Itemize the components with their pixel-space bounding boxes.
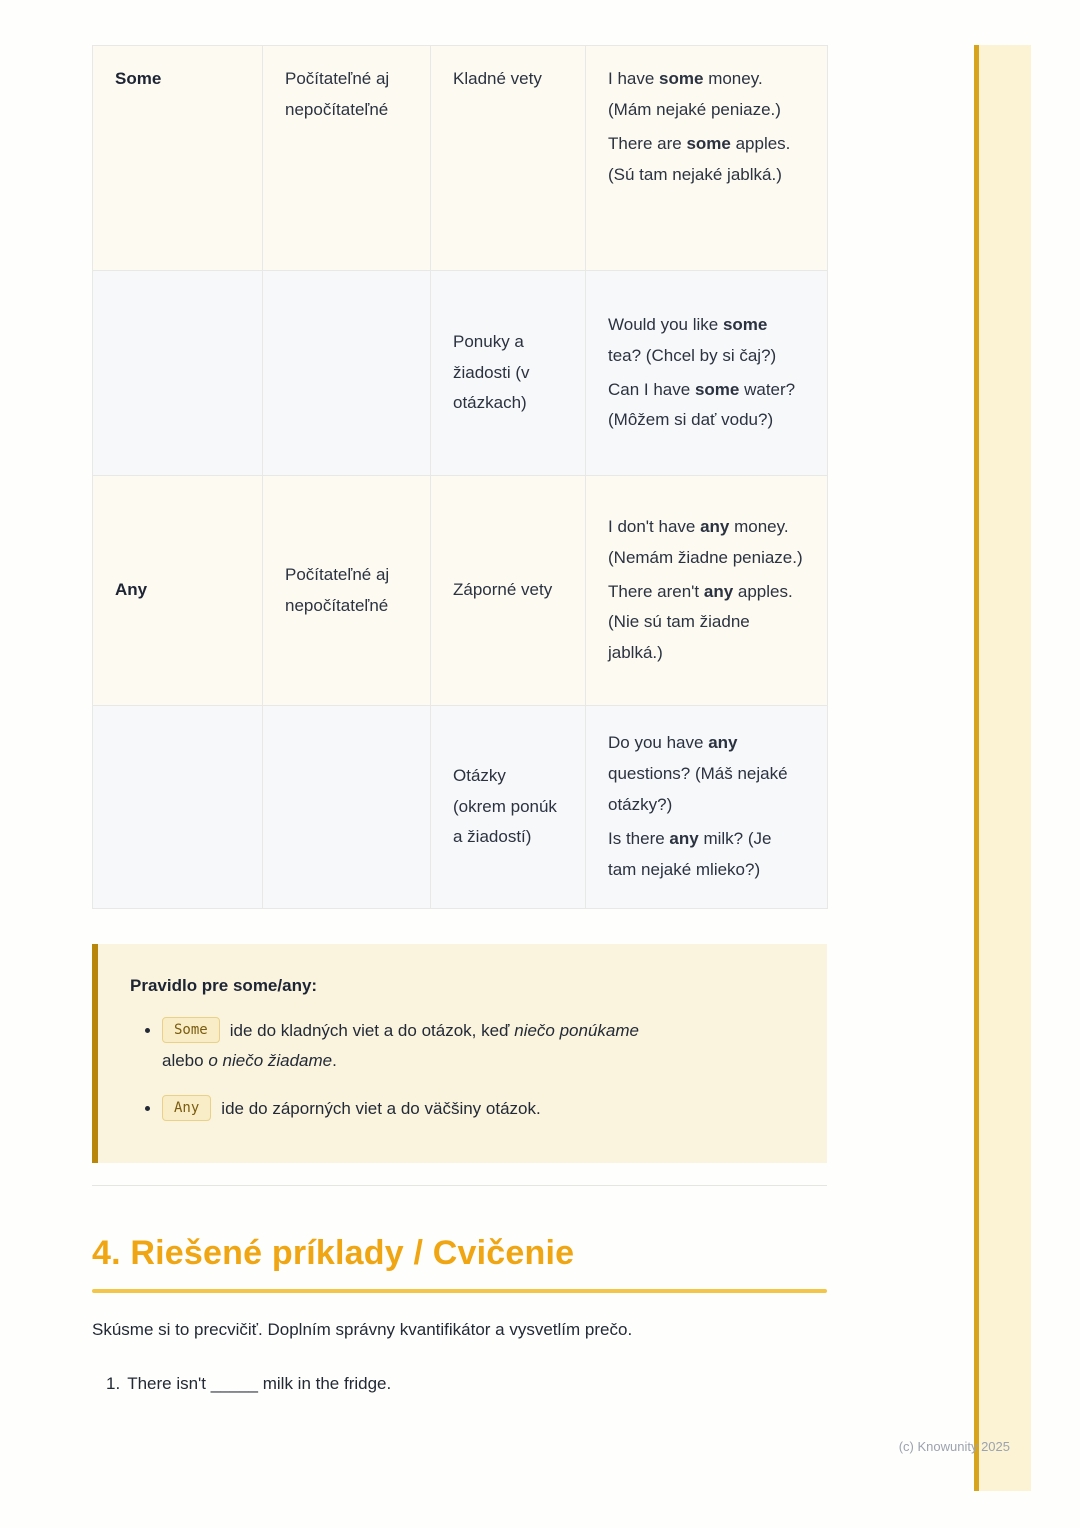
example-sentence: Do you have any questions? (Máš nejaké otázky?) — [608, 733, 788, 815]
examples-cell — [586, 271, 828, 476]
exercise-text: There isn't _____ milk in the fridge. — [127, 1374, 392, 1393]
some-code-badge: Some — [162, 1017, 220, 1043]
countability-cell — [263, 706, 431, 909]
usage-cell: Záporné vety — [431, 476, 586, 706]
example-sentence: I have some money. (Mám nejaké peniaze.) — [608, 69, 781, 119]
table-row-any-questions — [93, 706, 828, 909]
any-code-badge: Any — [162, 1095, 211, 1121]
rule-item-some — [162, 1016, 667, 1077]
example-sentence: There aren't any apples. (Nie sú tam žiadne jablká.) — [608, 581, 793, 663]
rule-item-any — [162, 1094, 667, 1125]
example-sentence: Is there any milk? (Je tam nejaké mlieko?) — [608, 828, 772, 879]
quantifier-cell — [93, 706, 263, 909]
example-sentence: I don't have any money. (Nemám žiadne peniaze.) — [608, 516, 803, 567]
table-row-any-negative — [93, 476, 828, 706]
section-heading: 4. Riešené príklady / Cvičenie — [92, 1234, 575, 1272]
exercise-item-1 — [106, 1374, 391, 1394]
page-edge-strip — [979, 45, 1031, 1491]
examples-cell — [586, 476, 828, 706]
callout-title: Pravidlo pre some/any: — [130, 976, 318, 995]
usage-cell: Otázky (okrem ponúk a žiadostí) — [431, 706, 586, 909]
exercise-number: 1. — [106, 1374, 121, 1393]
table-row-some-offers — [93, 271, 828, 476]
rule-callout — [92, 944, 827, 1163]
examples-cell — [586, 706, 828, 909]
example-sentence: Would you like some tea? (Chcel by si čaj?) — [608, 314, 777, 365]
countability-cell — [263, 271, 431, 476]
heading-underline — [92, 1289, 827, 1293]
usage-cell: Kladné vety — [431, 46, 586, 271]
quantifier-cell — [93, 271, 263, 476]
section-divider — [92, 1185, 827, 1186]
example-sentence: Can I have some water? (Môžem si dať vodu?) — [608, 379, 796, 430]
rule-list — [130, 1016, 797, 1125]
example-sentence: There are some apples. (Sú tam nejaké jablká.) — [608, 133, 791, 184]
section-intro: Skúsme si to precvičiť. Doplním správny kvantifikátor a vysvetlím prečo. — [92, 1320, 633, 1339]
quantifier-cell: Any — [93, 476, 263, 706]
usage-cell: Ponuky a žiadosti (v otázkach) — [431, 271, 586, 476]
quantifier-cell: Some — [93, 46, 263, 271]
countability-cell: Počítateľné aj nepočítateľné — [263, 476, 431, 706]
some-any-table — [92, 45, 828, 909]
rule-text: ide do záporných viet a do väčšiny otázok. — [221, 1098, 541, 1118]
countability-cell: Počítateľné aj nepočítateľné — [263, 46, 431, 271]
examples-cell — [586, 46, 828, 271]
rule-text: ide do kladných viet a do otázok, keď niečo ponúkame alebo o niečo žiadame. — [162, 1020, 639, 1071]
copyright-footer: (c) Knowunity 2025 — [898, 1439, 1010, 1454]
table-row-some-positive — [93, 46, 828, 271]
